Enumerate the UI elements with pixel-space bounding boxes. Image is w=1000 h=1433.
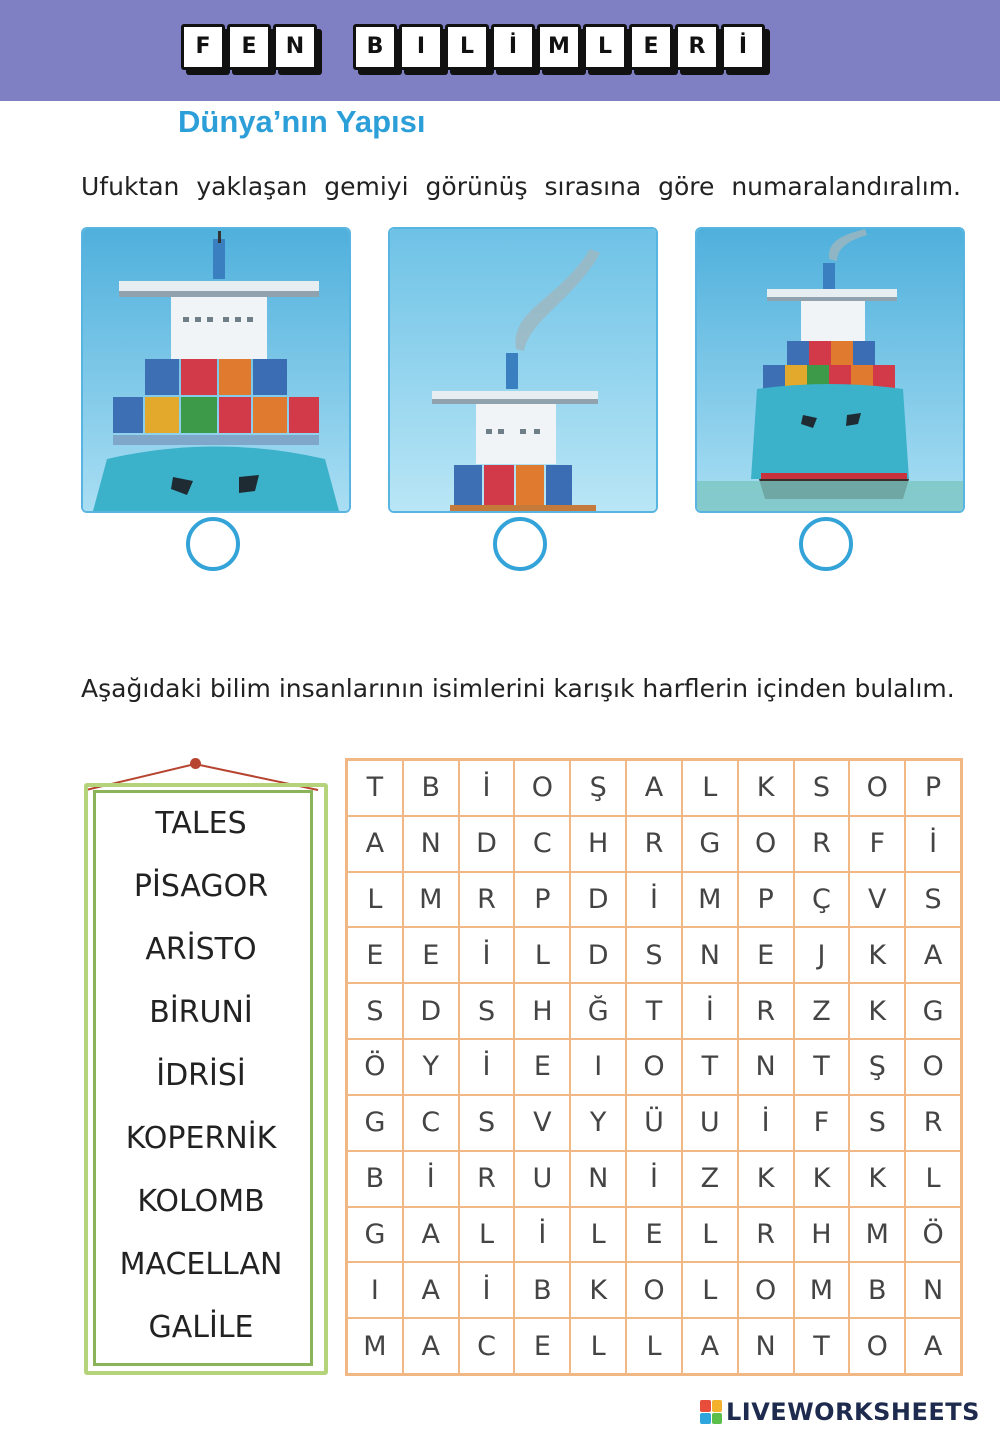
grid-cell[interactable]: V xyxy=(514,1095,570,1151)
liveworksheets-logo xyxy=(700,1396,980,1428)
title-block: E xyxy=(629,24,673,70)
grid-cell[interactable]: A xyxy=(403,1262,459,1318)
grid-cell[interactable]: L xyxy=(682,1262,738,1318)
grid-cell[interactable]: A xyxy=(347,816,403,872)
grid-cell[interactable]: L xyxy=(682,760,738,816)
grid-cell[interactable]: A xyxy=(626,760,682,816)
grid-cell[interactable]: İ xyxy=(514,1207,570,1263)
grid-cell[interactable]: K xyxy=(570,1262,626,1318)
grid-cell[interactable]: İ xyxy=(459,760,515,816)
title-block: L xyxy=(583,24,627,70)
grid-cell[interactable]: L xyxy=(682,1207,738,1263)
grid-cell[interactable]: E xyxy=(738,927,794,983)
grid-cell[interactable]: M xyxy=(403,872,459,928)
grid-cell[interactable]: H xyxy=(570,816,626,872)
grid-cell[interactable]: L xyxy=(514,927,570,983)
grid-cell[interactable]: S xyxy=(347,983,403,1039)
grid-cell[interactable]: İ xyxy=(682,983,738,1039)
grid-cell[interactable]: K xyxy=(849,927,905,983)
grid-cell[interactable]: T xyxy=(347,760,403,816)
grid-cell[interactable]: G xyxy=(347,1207,403,1263)
word-search-grid xyxy=(345,758,963,1376)
grid-cell[interactable]: T xyxy=(794,1039,850,1095)
grid-cell[interactable]: A xyxy=(905,1318,961,1374)
grid-cell[interactable]: K xyxy=(794,1151,850,1207)
grid-cell[interactable]: Ö xyxy=(905,1207,961,1263)
grid-cell[interactable]: K xyxy=(849,983,905,1039)
grid-cell[interactable]: Ğ xyxy=(570,983,626,1039)
grid-cell[interactable]: B xyxy=(514,1262,570,1318)
word-item: İDRİSİ xyxy=(156,1058,246,1093)
grid-cell[interactable]: O xyxy=(738,816,794,872)
grid-cell[interactable]: Y xyxy=(403,1039,459,1095)
grid-cell[interactable]: F xyxy=(794,1095,850,1151)
word-item: MACELLAN xyxy=(119,1247,283,1282)
grid-cell[interactable]: R xyxy=(794,816,850,872)
grid-cell[interactable]: Ü xyxy=(626,1095,682,1151)
grid-cell[interactable]: E xyxy=(347,927,403,983)
grid-cell[interactable]: İ xyxy=(459,1039,515,1095)
question-2-text: Aşağıdaki bilim insanlarının isimlerini karışık harflerin içinden bulalım. xyxy=(81,674,955,703)
grid-cell[interactable]: C xyxy=(459,1318,515,1374)
grid-cell[interactable]: D xyxy=(570,872,626,928)
grid-cell[interactable]: R xyxy=(626,816,682,872)
title-block: F xyxy=(181,24,225,70)
grid-cell[interactable]: İ xyxy=(626,1151,682,1207)
grid-cell[interactable]: O xyxy=(626,1039,682,1095)
title-block: E xyxy=(227,24,271,70)
grid-cell[interactable]: N xyxy=(738,1318,794,1374)
grid-cell[interactable]: Z xyxy=(794,983,850,1039)
grid-cell[interactable]: S xyxy=(794,760,850,816)
grid-cell[interactable]: P xyxy=(514,872,570,928)
grid-cell[interactable]: İ xyxy=(738,1095,794,1151)
grid-cell[interactable]: E xyxy=(514,1318,570,1374)
grid-cell[interactable]: T xyxy=(626,983,682,1039)
grid-cell[interactable]: M xyxy=(347,1318,403,1374)
grid-cell[interactable]: L xyxy=(459,1207,515,1263)
grid-cell[interactable]: K xyxy=(849,1151,905,1207)
grid-cell[interactable]: Ş xyxy=(570,760,626,816)
grid-cell[interactable]: S xyxy=(905,872,961,928)
grid-cell[interactable]: O xyxy=(514,760,570,816)
word-item: KOLOMB xyxy=(137,1184,265,1219)
word-item: GALİLE xyxy=(148,1310,254,1345)
grid-cell[interactable]: Y xyxy=(570,1095,626,1151)
grid-cell[interactable]: R xyxy=(738,983,794,1039)
grid-cell[interactable]: D xyxy=(403,983,459,1039)
logo-text: LIVEWORKSHEETS xyxy=(726,1398,980,1426)
grid-cell[interactable]: C xyxy=(514,816,570,872)
grid-cell[interactable]: P xyxy=(738,872,794,928)
grid-cell[interactable]: L xyxy=(347,872,403,928)
grid-cell[interactable]: İ xyxy=(905,816,961,872)
grid-cell[interactable]: A xyxy=(905,927,961,983)
grid-cell[interactable]: H xyxy=(514,983,570,1039)
grid-cell[interactable]: İ xyxy=(459,927,515,983)
grid-cell[interactable]: B xyxy=(403,760,459,816)
grid-cell[interactable]: A xyxy=(403,1207,459,1263)
grid-cell[interactable]: A xyxy=(403,1318,459,1374)
grid-cell[interactable]: D xyxy=(459,816,515,872)
grid-cell[interactable]: C xyxy=(403,1095,459,1151)
title-block: L xyxy=(445,24,489,70)
grid-cell[interactable]: N xyxy=(403,816,459,872)
grid-cell[interactable]: S xyxy=(626,927,682,983)
grid-cell[interactable]: T xyxy=(794,1318,850,1374)
title-block: M xyxy=(537,24,581,70)
grid-cell[interactable]: I xyxy=(347,1262,403,1318)
grid-cell[interactable]: A xyxy=(682,1318,738,1374)
grid-cell[interactable]: L xyxy=(626,1318,682,1374)
grid-cell[interactable]: N xyxy=(570,1151,626,1207)
grid-cell[interactable]: S xyxy=(849,1095,905,1151)
grid-cell[interactable]: H xyxy=(794,1207,850,1263)
grid-cell[interactable]: J xyxy=(794,927,850,983)
grid-cell[interactable]: Z xyxy=(682,1151,738,1207)
grid-cell[interactable]: O xyxy=(905,1039,961,1095)
word-item: PİSAGOR xyxy=(133,869,269,904)
word-item: TALES xyxy=(155,806,247,841)
grid-cell[interactable]: I xyxy=(570,1039,626,1095)
grid-cell[interactable]: S xyxy=(459,1095,515,1151)
grid-cell[interactable]: E xyxy=(514,1039,570,1095)
grid-cell[interactable]: U xyxy=(514,1151,570,1207)
title-block: B xyxy=(353,24,397,70)
grid-cell[interactable]: P xyxy=(905,760,961,816)
title-block: N xyxy=(273,24,317,70)
grid-cell[interactable]: O xyxy=(849,1318,905,1374)
grid-cell[interactable]: R xyxy=(738,1207,794,1263)
grid-cell[interactable]: R xyxy=(905,1095,961,1151)
grid-cell[interactable]: G xyxy=(905,983,961,1039)
grid-cell[interactable]: K xyxy=(738,1151,794,1207)
grid-cell[interactable]: V xyxy=(849,872,905,928)
grid-cell[interactable]: R xyxy=(459,872,515,928)
nail-icon xyxy=(190,758,201,769)
word-item: ARİSTO xyxy=(145,932,257,967)
page-subtitle: Dünya’nın Yapısı xyxy=(178,104,426,139)
grid-cell[interactable]: B xyxy=(849,1262,905,1318)
grid-cell[interactable]: Ö xyxy=(347,1039,403,1095)
grid-cell[interactable]: R xyxy=(459,1151,515,1207)
grid-cell[interactable]: Ç xyxy=(794,872,850,928)
grid-cell[interactable]: Ş xyxy=(849,1039,905,1095)
grid-cell[interactable]: O xyxy=(738,1262,794,1318)
grid-cell[interactable]: İ xyxy=(626,872,682,928)
grid-cell[interactable]: İ xyxy=(403,1151,459,1207)
logo-icon xyxy=(700,1400,722,1424)
word-item: KOPERNİK xyxy=(125,1121,277,1156)
word-item: BİRUNİ xyxy=(149,995,253,1030)
grid-cell[interactable]: F xyxy=(849,816,905,872)
title-block: I xyxy=(399,24,443,70)
grid-cell[interactable]: L xyxy=(570,1207,626,1263)
grid-cell[interactable]: N xyxy=(905,1262,961,1318)
grid-cell[interactable]: İ xyxy=(459,1262,515,1318)
grid-cell[interactable]: L xyxy=(905,1151,961,1207)
grid-cell[interactable]: N xyxy=(738,1039,794,1095)
title-block: İ xyxy=(491,24,535,70)
grid-cell[interactable]: L xyxy=(570,1318,626,1374)
grid-cell[interactable]: M xyxy=(849,1207,905,1263)
grid-cell[interactable]: M xyxy=(794,1262,850,1318)
question-1-text: Ufuktan yaklaşan gemiyi görünüş sırasına göre numaralandıralım. xyxy=(81,172,961,201)
title-block: İ xyxy=(721,24,765,70)
grid-cell[interactable]: M xyxy=(682,872,738,928)
grid-cell[interactable]: O xyxy=(849,760,905,816)
grid-cell[interactable]: B xyxy=(347,1151,403,1207)
title-block: R xyxy=(675,24,719,70)
grid-cell[interactable]: N xyxy=(682,927,738,983)
grid-cell[interactable]: G xyxy=(347,1095,403,1151)
grid-cell[interactable]: G xyxy=(682,816,738,872)
grid-cell[interactable]: S xyxy=(459,983,515,1039)
grid-cell[interactable]: E xyxy=(403,927,459,983)
grid-cell[interactable]: E xyxy=(626,1207,682,1263)
grid-cell[interactable]: D xyxy=(570,927,626,983)
grid-cell[interactable]: K xyxy=(738,760,794,816)
grid-cell[interactable]: O xyxy=(626,1262,682,1318)
grid-cell[interactable]: U xyxy=(682,1095,738,1151)
grid-cell[interactable]: T xyxy=(682,1039,738,1095)
